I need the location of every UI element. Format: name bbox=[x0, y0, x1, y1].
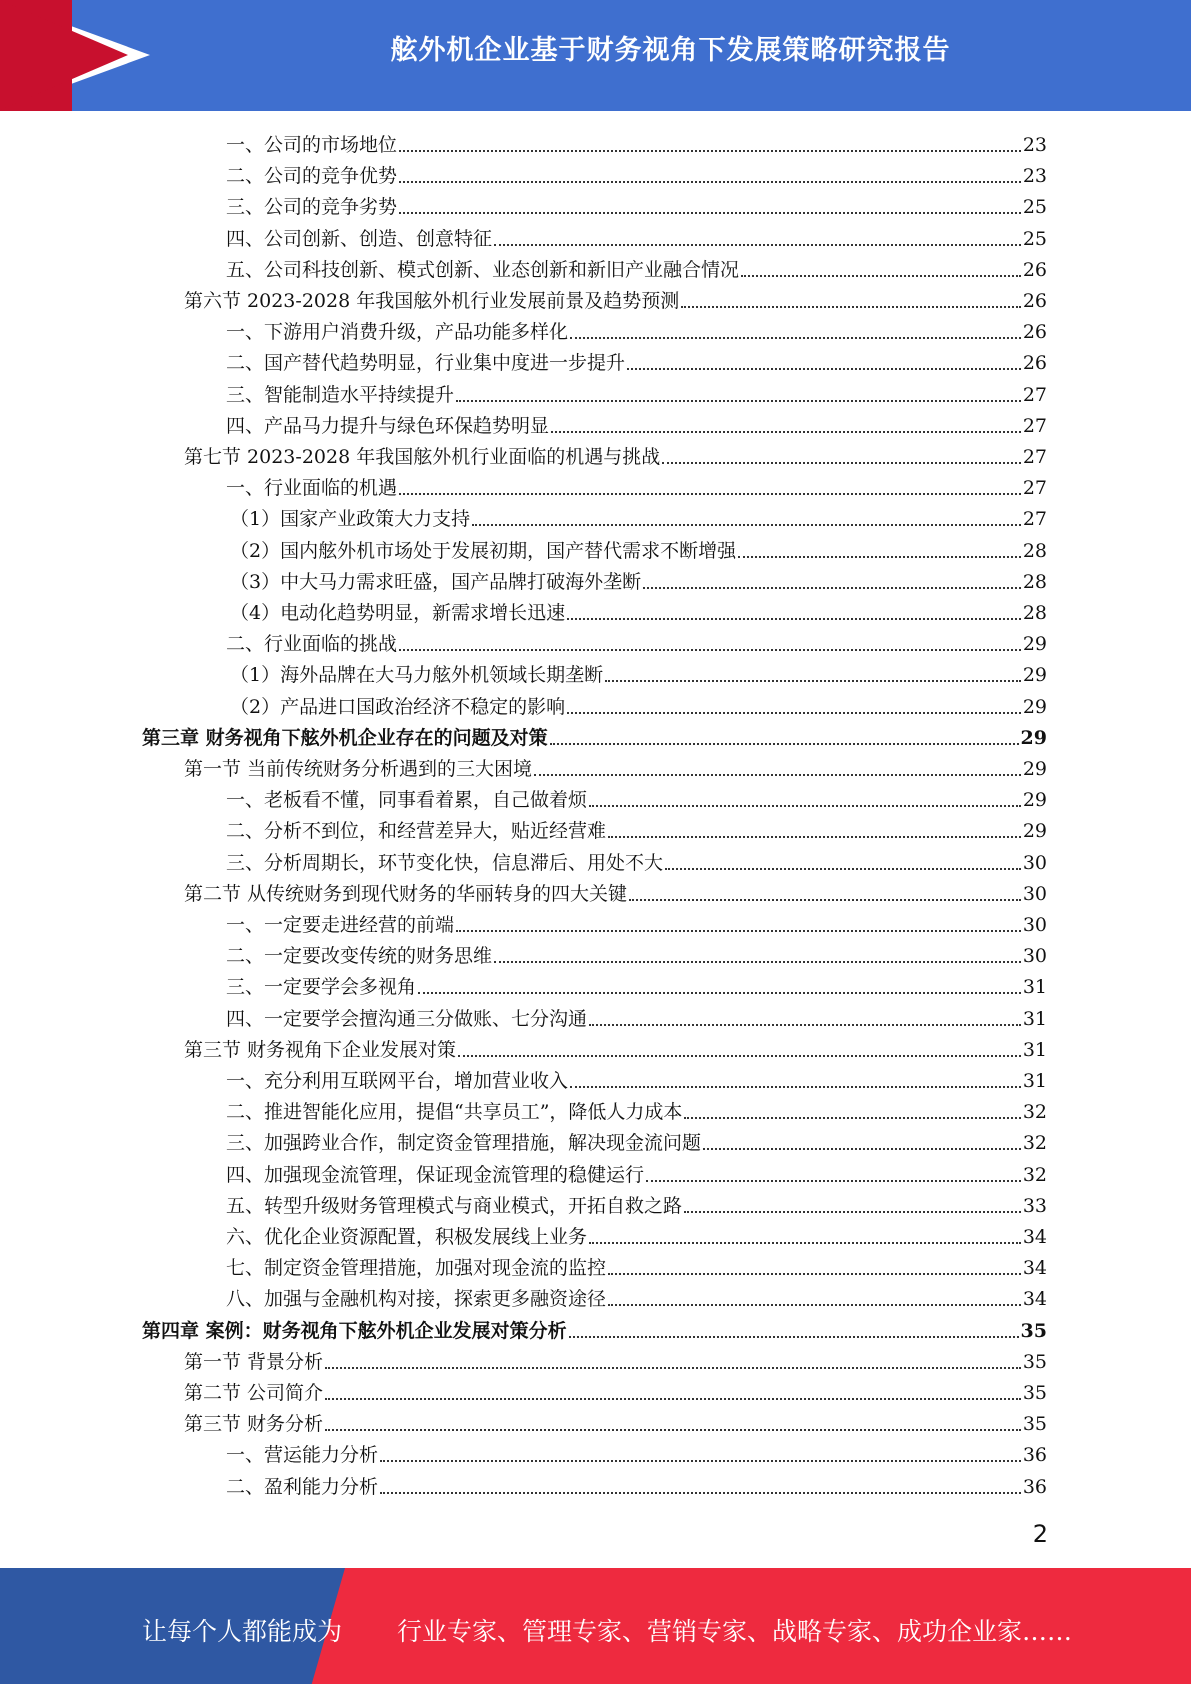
toc-leader-dots bbox=[703, 1148, 1021, 1150]
toc-leader-dots bbox=[399, 493, 1021, 495]
toc-entry-label: 第七节 2023-2028 年我国舷外机行业面临的机遇与挑战 bbox=[184, 446, 661, 468]
toc-leader-dots bbox=[325, 1367, 1021, 1369]
toc-entry-label: 四、加强现金流管理，保证现金流管理的稳健运行 bbox=[226, 1163, 645, 1186]
toc-entry-page: 35 bbox=[1020, 1319, 1047, 1342]
toc-entry-page: 35 bbox=[1022, 1350, 1047, 1373]
toc-entry-page: 32 bbox=[1022, 1163, 1047, 1186]
toc-entry[interactable] bbox=[226, 1093, 1047, 1124]
toc-entry-page: 35 bbox=[1022, 1413, 1047, 1436]
toc-entry[interactable] bbox=[226, 1000, 1047, 1031]
toc-entry-page: 27 bbox=[1022, 446, 1047, 468]
toc-entry-label: 第一节 背景分析 bbox=[184, 1350, 324, 1373]
toc-entry[interactable] bbox=[226, 220, 1047, 251]
toc-entry-page: 26 bbox=[1022, 352, 1047, 375]
toc-entry-label: 第一节 当前传统财务分析遇到的三大困境 bbox=[184, 758, 533, 780]
toc-entry-label: （1）国家产业政策大力支持 bbox=[230, 508, 471, 531]
toc-entry-label: 六、优化企业资源配置，积极发展线上业务 bbox=[226, 1226, 588, 1248]
toc-entry-label: 第二节 从传统财务到现代财务的华丽转身的四大关键 bbox=[184, 882, 628, 905]
toc-entry-page: 27 bbox=[1022, 383, 1047, 406]
toc-leader-dots bbox=[589, 1242, 1021, 1244]
toc-entry[interactable] bbox=[226, 1062, 1047, 1093]
toc-entry-page: 26 bbox=[1022, 258, 1047, 281]
toc-leader-dots bbox=[741, 275, 1021, 277]
toc-entry[interactable] bbox=[230, 594, 1047, 625]
toc-entry[interactable] bbox=[226, 251, 1047, 282]
toc-leader-dots bbox=[472, 524, 1021, 526]
toc-entry-page: 29 bbox=[1022, 664, 1047, 687]
toc-entry-label: 第三节 财务视角下企业发展对策 bbox=[184, 1038, 457, 1061]
toc-entry-label: 一、老板看不懂，同事看着累，自己做着烦 bbox=[226, 789, 588, 812]
toc-entry[interactable] bbox=[226, 844, 1047, 875]
toc-entry-page: 29 bbox=[1022, 758, 1047, 780]
toc-entry-page: 23 bbox=[1022, 165, 1047, 188]
toc-entry-label: 五、转型升级财务管理模式与商业模式，开拓自救之路 bbox=[226, 1194, 683, 1217]
toc-leader-dots bbox=[399, 150, 1021, 152]
toc-leader-dots bbox=[551, 431, 1021, 433]
toc-entry[interactable] bbox=[226, 126, 1047, 157]
toc-entry[interactable] bbox=[184, 750, 1047, 781]
toc-entry[interactable] bbox=[230, 688, 1047, 719]
toc-entry-page: 23 bbox=[1022, 134, 1047, 156]
toc-entry-page: 25 bbox=[1022, 196, 1047, 219]
toc-entry-page: 29 bbox=[1022, 633, 1047, 656]
toc-entry[interactable] bbox=[226, 968, 1047, 999]
toc-leader-dots bbox=[534, 774, 1021, 776]
toc-leader-dots bbox=[681, 306, 1021, 308]
toc-entry-page: 26 bbox=[1022, 290, 1047, 312]
toc-leader-dots bbox=[589, 805, 1021, 807]
toc-entry-label: 二、分析不到位，和经营差异大，贴近经营难 bbox=[226, 820, 607, 843]
toc-entry-label: 第三节 财务分析 bbox=[184, 1413, 324, 1436]
toc-leader-dots bbox=[646, 1180, 1021, 1182]
toc-entry-label: 三、公司的竞争劣势 bbox=[226, 196, 398, 219]
toc-entry-label: 一、营运能力分析 bbox=[226, 1444, 379, 1467]
toc-entry-label: 三、加强跨业合作，制定资金管理措施，解决现金流问题 bbox=[226, 1132, 702, 1155]
toc-leader-dots bbox=[608, 836, 1021, 838]
toc-entry-label: 一、充分利用互联网平台，增加营业收入 bbox=[226, 1070, 569, 1092]
toc-entry-label: 四、产品马力提升与绿色环保趋势明显 bbox=[226, 414, 550, 437]
toc-entry[interactable] bbox=[226, 937, 1047, 968]
toc-leader-dots bbox=[567, 712, 1021, 714]
toc-entry-label: 七、制定资金管理措施，加强对现金流的监控 bbox=[226, 1257, 607, 1280]
toc-leader-dots bbox=[494, 244, 1021, 246]
toc-leader-dots bbox=[399, 181, 1021, 183]
toc-entry[interactable] bbox=[230, 500, 1047, 531]
toc-leader-dots bbox=[569, 1336, 1019, 1338]
toc-entry-label: 三、分析周期长，环节变化快，信息滞后、用处不大 bbox=[226, 851, 664, 874]
toc-entry-label: 五、公司科技创新、模式创新、业态创新和新旧产业融合情况 bbox=[226, 258, 740, 281]
toc-leader-dots bbox=[550, 743, 1019, 745]
toc-leader-dots bbox=[325, 1398, 1021, 1400]
toc-entry-page: 27 bbox=[1022, 477, 1047, 500]
toc-entry[interactable] bbox=[226, 376, 1047, 407]
toc-entry-page: 34 bbox=[1022, 1257, 1047, 1280]
toc-entry-label: （2）国内舷外机市场处于发展初期，国产替代需求不断增强 bbox=[230, 539, 737, 562]
toc-entry-page: 35 bbox=[1022, 1382, 1047, 1404]
toc-leader-dots bbox=[627, 368, 1021, 370]
toc-leader-dots bbox=[380, 1492, 1021, 1494]
toc-entry-page: 27 bbox=[1022, 508, 1047, 531]
page-number: 2 bbox=[1032, 1520, 1048, 1548]
toc-leader-dots bbox=[380, 1460, 1021, 1462]
toc-leader-dots bbox=[456, 930, 1021, 932]
toc-leader-dots bbox=[458, 1055, 1021, 1057]
toc-entry-page: 26 bbox=[1022, 321, 1047, 344]
toc-entry-page: 30 bbox=[1022, 914, 1047, 936]
toc-leader-dots bbox=[665, 868, 1021, 870]
toc-entry[interactable] bbox=[226, 188, 1047, 219]
toc-entry[interactable] bbox=[184, 1405, 1047, 1436]
toc-entry[interactable] bbox=[226, 344, 1047, 375]
toc-leader-dots bbox=[456, 400, 1021, 402]
toc-leader-dots bbox=[684, 1211, 1021, 1213]
toc-entry[interactable] bbox=[226, 1124, 1047, 1155]
toc-entry[interactable] bbox=[226, 1280, 1047, 1311]
toc-entry[interactable] bbox=[226, 469, 1047, 500]
toc-entry-label: 二、行业面临的挑战 bbox=[226, 633, 398, 656]
toc-entry-page: 28 bbox=[1022, 602, 1047, 624]
toc-entry-label: 第三章 财务视角下舷外机企业存在的问题及对策 bbox=[142, 726, 548, 749]
toc-entry[interactable] bbox=[184, 282, 1047, 313]
report-title: 舷外机企业基于财务视角下发展策略研究报告 bbox=[390, 35, 951, 66]
header-red-arrow bbox=[0, 0, 128, 110]
toc-entry-label: 二、推进智能化应用，提倡“共享员工”，降低人力成本 bbox=[226, 1101, 683, 1124]
toc-entry-page: 29 bbox=[1022, 695, 1047, 718]
toc-entry[interactable] bbox=[184, 438, 1047, 469]
toc-leader-dots bbox=[662, 462, 1021, 464]
toc-entry-label: （4）电动化趋势明显，新需求增长迅速 bbox=[230, 602, 566, 624]
toc-entry[interactable] bbox=[184, 1343, 1047, 1374]
toc-entry[interactable] bbox=[226, 1468, 1047, 1499]
toc-leader-dots bbox=[605, 680, 1021, 682]
toc-entry[interactable] bbox=[226, 1187, 1047, 1218]
toc-leader-dots bbox=[738, 556, 1021, 558]
toc-entry-page: 34 bbox=[1022, 1226, 1047, 1248]
toc-entry-label: 三、智能制造水平持续提升 bbox=[226, 383, 455, 406]
toc-leader-dots bbox=[570, 337, 1021, 339]
toc-entry-page: 29 bbox=[1020, 726, 1047, 749]
page-footer bbox=[0, 1568, 1191, 1684]
toc-entry[interactable] bbox=[226, 1156, 1047, 1187]
toc-entry[interactable] bbox=[226, 1249, 1047, 1280]
toc-leader-dots bbox=[325, 1429, 1021, 1431]
toc-entry-page: 29 bbox=[1022, 789, 1047, 812]
toc-entry[interactable] bbox=[184, 875, 1047, 906]
toc-entry-label: 四、公司创新、创造、创意特征 bbox=[226, 227, 493, 250]
toc-entry-label: 一、公司的市场地位 bbox=[226, 134, 398, 156]
toc-leader-dots bbox=[570, 1086, 1021, 1088]
toc-entry-page: 28 bbox=[1022, 539, 1047, 562]
toc-leader-dots bbox=[589, 1024, 1021, 1026]
toc-entry[interactable] bbox=[226, 625, 1047, 656]
toc-entry[interactable] bbox=[142, 1312, 1047, 1343]
toc-entry[interactable] bbox=[230, 563, 1047, 594]
toc-entry-page: 30 bbox=[1022, 882, 1047, 905]
toc-entry-page: 32 bbox=[1022, 1101, 1047, 1124]
toc-leader-dots bbox=[608, 1273, 1021, 1275]
toc-entry[interactable] bbox=[226, 781, 1047, 812]
toc-entry[interactable] bbox=[226, 407, 1047, 438]
toc-leader-dots bbox=[494, 961, 1021, 963]
toc-entry-page: 36 bbox=[1022, 1444, 1047, 1467]
toc-entry-page: 32 bbox=[1022, 1132, 1047, 1155]
toc-leader-dots bbox=[608, 1304, 1021, 1306]
toc-entry-label: 一、下游用户消费升级，产品功能多样化 bbox=[226, 321, 569, 344]
toc-entry-page: 28 bbox=[1022, 570, 1047, 593]
toc-entry-label: 第四章 案例：财务视角下舷外机企业发展对策分析 bbox=[142, 1319, 567, 1342]
toc-entry-label: （1）海外品牌在大马力舷外机领域长期垄断 bbox=[230, 664, 604, 687]
toc-entry-page: 36 bbox=[1022, 1475, 1047, 1498]
toc-entry[interactable] bbox=[226, 157, 1047, 188]
toc-entry-label: 三、一定要学会多视角 bbox=[226, 976, 417, 999]
footer-slogan-right: 行业专家、管理专家、营销专家、战略专家、成功企业家…… bbox=[397, 1617, 1073, 1646]
toc-entry-page: 30 bbox=[1022, 945, 1047, 968]
toc-entry-label: 一、行业面临的机遇 bbox=[226, 477, 398, 500]
toc-entry-page: 31 bbox=[1022, 1038, 1047, 1061]
toc-leader-dots bbox=[643, 587, 1021, 589]
toc-entry-label: 八、加强与金融机构对接，探索更多融资途径 bbox=[226, 1288, 607, 1311]
toc-entry-page: 31 bbox=[1022, 1070, 1047, 1092]
toc-entry-label: 四、一定要学会擅沟通三分做账、七分沟通 bbox=[226, 1007, 588, 1030]
toc-entry[interactable] bbox=[226, 1436, 1047, 1467]
toc-entry-page: 31 bbox=[1022, 1007, 1047, 1030]
toc-entry-label: （3）中大马力需求旺盛，国产品牌打破海外垄断 bbox=[230, 570, 642, 593]
toc-leader-dots bbox=[629, 899, 1021, 901]
toc-entry-label: 二、公司的竞争优势 bbox=[226, 165, 398, 188]
toc-entry-page: 30 bbox=[1022, 851, 1047, 874]
toc-entry[interactable] bbox=[226, 812, 1047, 843]
toc-entry-page: 33 bbox=[1022, 1194, 1047, 1217]
toc-entry-page: 29 bbox=[1022, 820, 1047, 843]
toc-leader-dots bbox=[399, 212, 1021, 214]
toc-entry-label: （2）产品进口国政治经济不稳定的影响 bbox=[230, 695, 566, 718]
toc-entry-label: 第二节 公司简介 bbox=[184, 1382, 324, 1404]
toc-entry[interactable] bbox=[226, 313, 1047, 344]
toc-entry-label: 第六节 2023-2028 年我国舷外机行业发展前景及趋势预测 bbox=[184, 290, 680, 312]
toc-entry-page: 31 bbox=[1022, 976, 1047, 999]
toc-entry[interactable] bbox=[226, 1218, 1047, 1249]
toc-leader-dots bbox=[684, 1117, 1020, 1119]
toc-entry[interactable] bbox=[142, 719, 1047, 750]
toc-leader-dots bbox=[399, 649, 1021, 651]
footer-slogan-left: 让每个人都能成为 bbox=[142, 1617, 343, 1646]
toc-entry[interactable] bbox=[184, 1374, 1047, 1405]
toc-leader-dots bbox=[567, 618, 1021, 620]
toc-entry-label: 二、盈利能力分析 bbox=[226, 1475, 379, 1498]
toc-leader-dots bbox=[418, 992, 1021, 994]
toc-entry-label: 二、一定要改变传统的财务思维 bbox=[226, 945, 493, 968]
toc-entry-page: 27 bbox=[1022, 414, 1047, 437]
toc-entry-label: 一、一定要走进经营的前端 bbox=[226, 914, 455, 936]
toc-entry-page: 34 bbox=[1022, 1288, 1047, 1311]
toc-entry-label: 二、国产替代趋势明显，行业集中度进一步提升 bbox=[226, 352, 626, 375]
toc-entry[interactable] bbox=[230, 532, 1047, 563]
toc-entry-page: 25 bbox=[1022, 227, 1047, 250]
toc-entry[interactable] bbox=[226, 906, 1047, 937]
page-header bbox=[0, 0, 1191, 111]
toc-entry[interactable] bbox=[230, 656, 1047, 687]
toc-entry[interactable] bbox=[184, 1031, 1047, 1062]
